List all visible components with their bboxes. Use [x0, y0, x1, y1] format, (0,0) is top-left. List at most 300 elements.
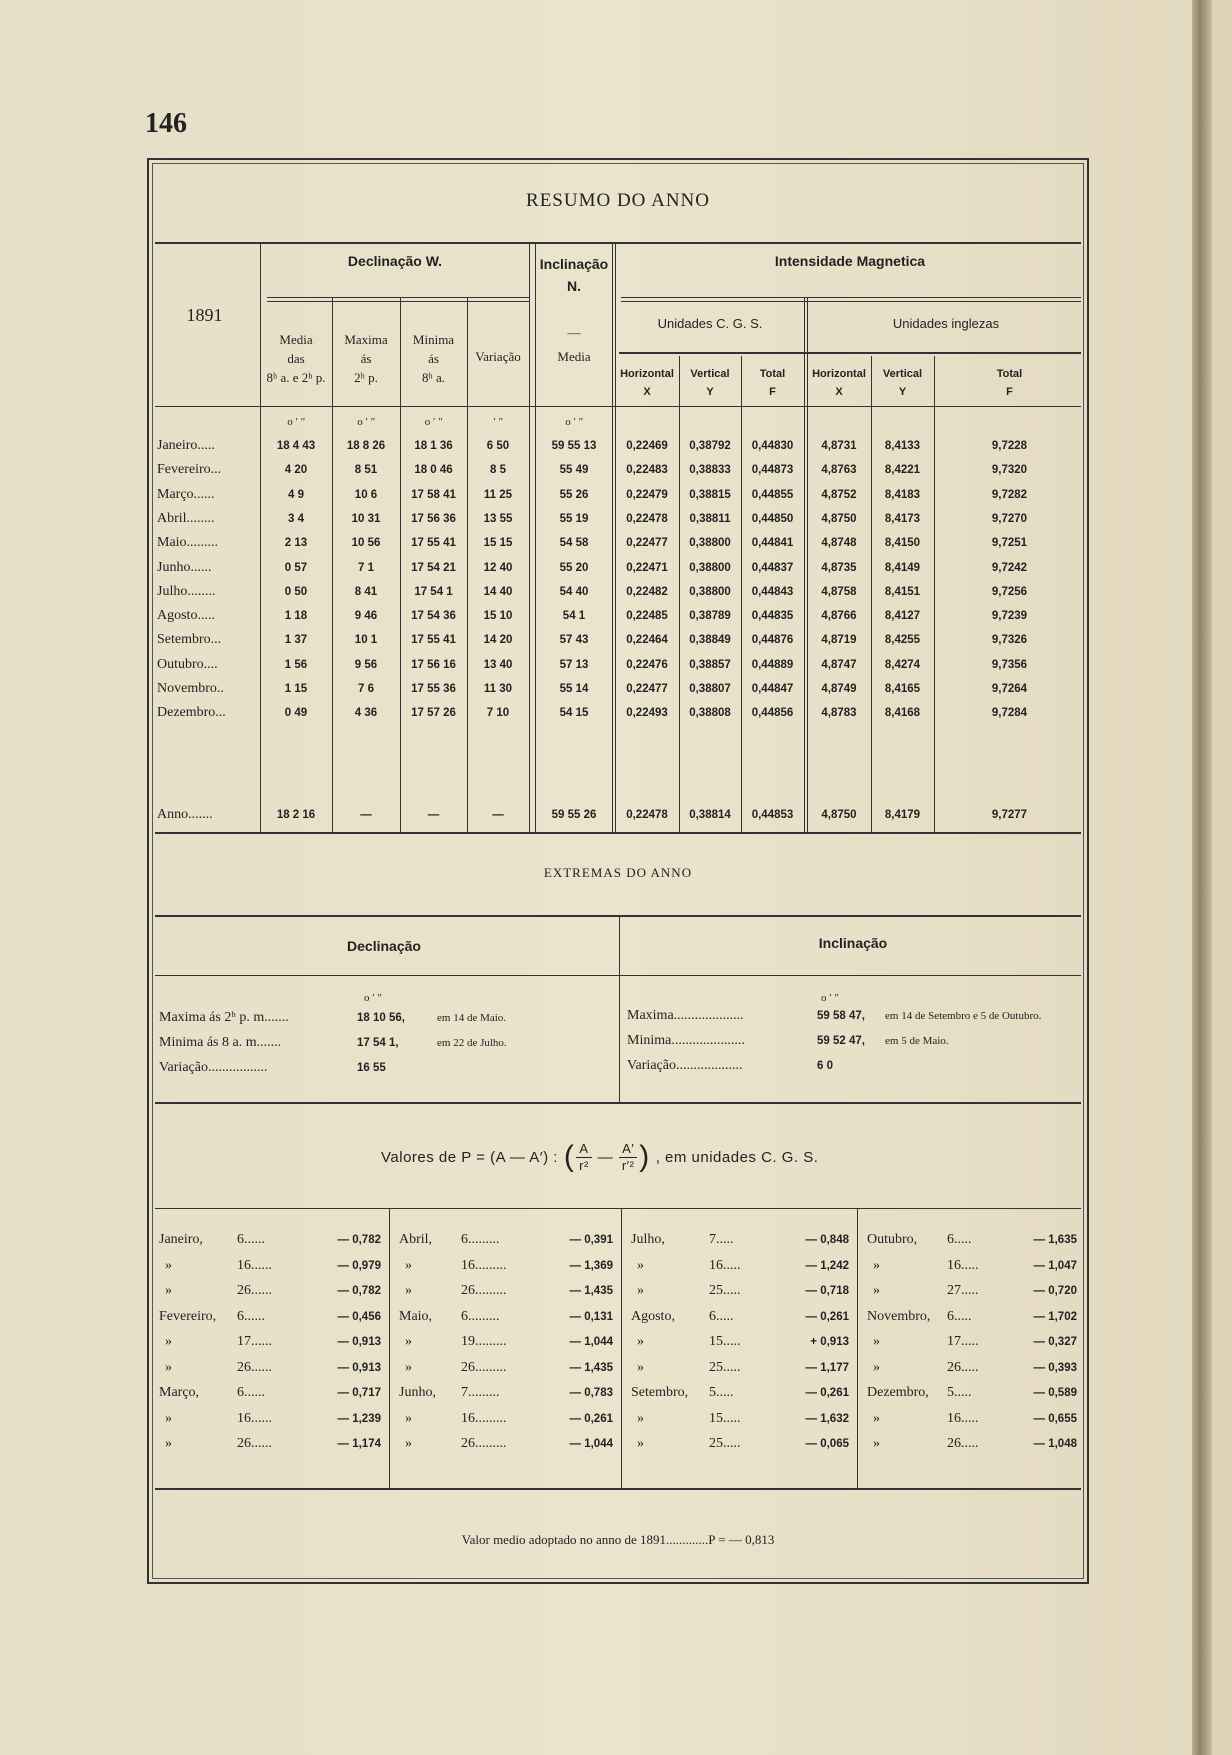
table-row-cell: 17 56 36 [411, 512, 456, 525]
incl-row-value: 59 52 47, [817, 1035, 865, 1047]
valores-day: 26......... [461, 1436, 507, 1451]
valores-day: 5..... [709, 1385, 734, 1400]
valores-value: — 1,435 [569, 1361, 613, 1374]
col-cgs-v: Vertical Y [690, 368, 730, 398]
decl-row-label: Variação................. [159, 1060, 268, 1075]
valores-day: 25..... [709, 1283, 741, 1298]
valores-value: — 1,242 [805, 1259, 849, 1272]
sub-media: Media das 8ʰ a. e 2ʰ p. [266, 332, 326, 385]
table-row-cell: 0 50 [284, 585, 308, 598]
table-row-cell: 55 14 [559, 683, 589, 695]
valores-day: 26..... [947, 1436, 979, 1451]
table-row-cell: 8,4165 [884, 683, 921, 695]
col-ing-v: Vertical Y [882, 368, 923, 398]
valores-value: — 0,131 [569, 1310, 613, 1323]
table-row-cell: 9,7270 [991, 512, 1028, 525]
table-row-cell: 17 56 16 [411, 658, 456, 671]
anno-row-cell: 59 55 26 [551, 809, 597, 821]
valores-month: » [873, 1257, 880, 1273]
sub-minima: Minima ás 8ʰ a. [412, 332, 455, 385]
valores-day: 17..... [947, 1334, 979, 1349]
valores-day: 5..... [947, 1385, 972, 1400]
valores-month: Junho, [399, 1385, 436, 1400]
valores-value: — 0,848 [805, 1234, 849, 1246]
table-row-label: Dezembro... [157, 705, 226, 721]
hdr-media: Media [557, 349, 591, 364]
table-row-label: Outubro.... [157, 656, 218, 672]
col-ing-h: Horizontal X [812, 368, 866, 398]
hdr-incl: Inclinação [818, 935, 888, 951]
valores-day: 6..... [947, 1308, 972, 1324]
valores-month: Maio, [399, 1308, 433, 1324]
valores-month: » [405, 1436, 412, 1451]
valores-value: — 1,435 [569, 1285, 613, 1297]
table-row-cell: 17 57 26 [411, 707, 456, 720]
valores-month: » [165, 1283, 172, 1298]
valores-day: 6...... [237, 1308, 265, 1324]
table-row-cell: 10 31 [351, 512, 381, 525]
table-row-cell: 8,4127 [884, 610, 921, 623]
valores-month: Agosto, [631, 1308, 675, 1324]
table-row-cell: 6 50 [486, 440, 510, 452]
valores-month: Dezembro, [867, 1385, 929, 1400]
valores-month: Março, [159, 1385, 200, 1400]
table-row-cell: 10 1 [354, 634, 378, 647]
table-row-cell: 9,7284 [991, 707, 1028, 720]
table-row-cell: 0,38789 [689, 610, 731, 623]
valores-month: Setembro, [631, 1385, 689, 1400]
table-row-cell: 9,7228 [991, 440, 1028, 452]
valores-value: — 0,913 [337, 1361, 381, 1374]
table-row-cell: 0,22482 [626, 585, 668, 598]
valores-month: Julho, [631, 1232, 665, 1247]
valores-month: » [165, 1359, 172, 1375]
valores-day: 6..... [947, 1232, 972, 1247]
table-row-cell: 8,4150 [884, 537, 921, 550]
table-row-cell: 2 13 [284, 537, 308, 550]
table-row-cell: 0,44889 [751, 658, 794, 671]
valores-month: » [637, 1436, 644, 1451]
valores-month: » [405, 1257, 412, 1273]
table-row-cell: 9,7239 [991, 610, 1028, 623]
table-row-label: Julho........ [157, 583, 216, 599]
table-row-cell: 0,38800 [689, 561, 731, 574]
valores-value: — 1,047 [1033, 1259, 1077, 1272]
table-row-cell: 0,22469 [626, 440, 668, 452]
units-ing: Unidades inglezas [892, 316, 1000, 331]
decl-row-label: Minima ás 8 a. m....... [159, 1035, 282, 1050]
table-row-cell: 0,38833 [689, 464, 731, 477]
table-row-cell: 0,22477 [626, 683, 668, 695]
table-row-cell: 0,22479 [626, 488, 668, 501]
table-row-cell: 4,8748 [821, 537, 857, 550]
table-row-cell: 0,38792 [689, 440, 731, 452]
col-cgs-t: Total F [759, 368, 786, 398]
table-row-cell: 0,22464 [626, 634, 668, 647]
table-row-cell: 54 15 [559, 707, 589, 720]
table-row-cell: 9 56 [354, 658, 378, 671]
anno-row-cell: 0,44853 [751, 809, 794, 821]
valores-day: 16......... [461, 1257, 507, 1273]
anno-row-label: Anno....... [157, 807, 213, 822]
valores-month: Janeiro, [159, 1232, 203, 1247]
valores-day: 25..... [709, 1359, 741, 1375]
valores-month: Outubro, [867, 1232, 918, 1247]
table-row-cell: 4 36 [354, 707, 378, 720]
table-row-cell: 0,38807 [689, 683, 731, 695]
table-row-cell: 0,38800 [689, 585, 731, 598]
table-row-cell: 4,8758 [821, 585, 857, 598]
table-row-cell: 7 10 [486, 707, 510, 720]
table-row-cell: 0,22493 [626, 707, 668, 720]
page-edge [1192, 0, 1212, 1755]
table-row-cell: 0,44843 [751, 585, 794, 598]
table-row-cell: 0,44873 [751, 464, 794, 477]
anno-row-cell: 4,8750 [821, 809, 857, 821]
valores-value: — 0,718 [805, 1285, 849, 1297]
table-row-cell: 8,4133 [884, 440, 921, 452]
table-row-cell: 0,44847 [751, 683, 794, 695]
table-row-label: Abril........ [157, 510, 215, 526]
valores-value: — 0,456 [337, 1310, 381, 1323]
units-cgs: Unidades C. G. S. [657, 316, 763, 331]
valores-day: 16..... [947, 1410, 979, 1426]
table-row-cell: 17 55 41 [411, 537, 456, 550]
table-row-cell: 57 43 [559, 634, 589, 647]
valores-month: » [405, 1410, 412, 1426]
year-label: 1891 [186, 305, 223, 325]
table-row-cell: 0,44841 [751, 537, 794, 550]
table-row-cell: 4,8766 [821, 610, 857, 623]
table-row-cell: 18 1 36 [414, 440, 453, 452]
decl-row-label: Maxima ás 2ʰ p. m....... [159, 1010, 289, 1025]
valores-day: 16...... [237, 1257, 272, 1273]
table-row-cell: 8 5 [490, 464, 506, 477]
valores-value: — 0,717 [337, 1387, 381, 1399]
col-ing-t: Total F [996, 368, 1023, 398]
valores-day: 6......... [461, 1308, 500, 1324]
table-row-cell: 7 6 [358, 683, 374, 695]
table-row-cell: 0,22471 [626, 561, 668, 574]
table-row-cell: 0,44837 [751, 561, 794, 574]
table-row-cell: 9,7256 [991, 585, 1028, 598]
valores-day: 16...... [237, 1410, 272, 1426]
table-row-cell: 57 13 [559, 658, 589, 671]
table-row-cell: 4,8749 [821, 683, 857, 695]
valores-day: 26......... [461, 1283, 507, 1298]
valores-day: 6..... [709, 1308, 734, 1324]
table-row-cell: 4,8763 [821, 464, 857, 477]
valores-day: 26...... [237, 1359, 272, 1375]
hdr-dash: — [567, 325, 581, 340]
valores-value: — 0,913 [337, 1336, 381, 1348]
table-row-cell: 7 1 [358, 561, 374, 574]
table-row-cell: 11 25 [483, 488, 513, 501]
table-row-cell: 12 40 [483, 561, 513, 574]
table-row-cell: 4 20 [284, 464, 308, 477]
table-row-cell: 13 40 [483, 658, 513, 671]
valores-month: » [165, 1257, 172, 1273]
valores-day: 16......... [461, 1410, 507, 1426]
incl-row-label: Minima..................... [627, 1033, 745, 1048]
table-row-cell: 0,44856 [751, 707, 794, 720]
table-row-label: Janeiro..... [157, 438, 215, 453]
table-row-cell: 55 26 [559, 488, 589, 501]
valores-value: — 1,044 [569, 1438, 613, 1450]
table-row-cell: 0 57 [284, 561, 308, 574]
table-row-cell: 8,4221 [884, 464, 921, 477]
table-row-cell: 54 1 [562, 610, 586, 623]
valores-day: 6......... [461, 1232, 500, 1247]
table-row-cell: 15 15 [483, 537, 513, 550]
table-row-cell: 1 15 [284, 683, 308, 695]
table-row-cell: 17 55 36 [411, 683, 456, 695]
table-row-cell: 8,4168 [884, 707, 921, 720]
anno-row-cell: 0,22478 [626, 809, 668, 821]
sub-variacao: Variação [475, 349, 521, 364]
valores-month: » [873, 1436, 880, 1451]
hdr-inclinacao: Inclinação N. [539, 256, 609, 294]
anno-row-cell: 9,7277 [991, 809, 1028, 821]
valores-month: Novembro, [867, 1308, 931, 1324]
valores-month: » [405, 1334, 412, 1349]
valores-day: 6...... [237, 1232, 265, 1247]
table-row-cell: 18 8 26 [346, 440, 386, 452]
table-row-cell: 13 55 [483, 512, 513, 525]
table-row-cell: 0,44835 [751, 610, 794, 623]
valores-day: 26...... [237, 1283, 272, 1298]
valores-month: » [873, 1334, 880, 1349]
anno-row-cell: — [492, 809, 504, 821]
table-row-cell: 0,38800 [689, 537, 731, 550]
table-row-cell: 14 20 [483, 634, 513, 647]
table-row-cell: 4,8731 [821, 440, 857, 452]
table-row-cell: 8 41 [354, 585, 378, 598]
sub-maxima: Maxima ás 2ʰ p. [344, 332, 388, 385]
anno-row-cell: 18 2 16 [276, 809, 316, 821]
valores-value: — 0,720 [1033, 1285, 1077, 1297]
decl-row-note: em 22 de Julho. [437, 1037, 507, 1049]
valores-value: — 1,174 [337, 1438, 381, 1450]
table-row-cell: 3 4 [288, 512, 304, 525]
incl-row-value: 6 0 [817, 1060, 833, 1072]
table-row-cell: 4,8783 [821, 707, 857, 720]
page-number: 146 [145, 108, 187, 139]
table-row-cell: 0,38857 [689, 658, 731, 671]
table-row-cell: 15 10 [483, 610, 513, 623]
table-row-cell: 0,38815 [689, 488, 731, 501]
table-row-cell: 17 54 21 [411, 561, 456, 574]
table-row-cell: 4,8735 [821, 561, 857, 574]
hdr-declinacao: Declinação W. [347, 253, 443, 269]
valores-month: » [637, 1334, 644, 1349]
valores-month: » [165, 1436, 172, 1451]
valores-value: — 1,635 [1033, 1234, 1077, 1246]
valores-formula: Valores de P = (A — A′) : ( A r² — A′ r′² ) , em unidades C. G. S. [381, 1140, 819, 1173]
valores-value: — 1,048 [1033, 1438, 1077, 1450]
table-row-label: Junho...... [157, 559, 212, 575]
valores-value: — 1,369 [569, 1259, 613, 1272]
table-row-cell: 8,4149 [884, 561, 921, 574]
incl-row-note: em 5 de Maio. [885, 1035, 949, 1047]
valores-value: — 0,391 [569, 1234, 613, 1246]
table-row-label: Maio......... [157, 535, 219, 551]
valores-value: — 0,589 [1033, 1387, 1077, 1399]
table-row-cell: 14 40 [483, 585, 513, 598]
table-row-cell: 17 58 41 [411, 488, 456, 501]
extremas-title: EXTREMAS DO ANNO [543, 865, 693, 880]
table-row-cell: 1 18 [284, 610, 308, 623]
incl-row-note: em 14 de Setembro e 5 de Outubro. [885, 1010, 1042, 1022]
table-row-cell: 0 49 [284, 707, 308, 720]
decl-row-value: 17 54 1, [357, 1037, 399, 1049]
table-row-cell: 9,7326 [991, 634, 1028, 647]
table-row-cell: 9,7282 [991, 488, 1028, 501]
table-row-label: Novembro.. [157, 681, 224, 696]
table-row-cell: 0,38849 [689, 634, 731, 647]
table-row-cell: 54 58 [559, 537, 589, 550]
table-row-cell: 11 30 [483, 683, 513, 695]
table-row-label: Fevereiro... [157, 462, 222, 478]
table-row-cell: 8,4151 [884, 585, 921, 598]
table-row-cell: 10 56 [351, 537, 381, 550]
valores-value: — 1,239 [337, 1412, 381, 1425]
valores-value: — 0,393 [1033, 1361, 1077, 1374]
table-row-cell: 9,7242 [991, 561, 1028, 574]
table-row-cell: 18 4 43 [276, 440, 316, 452]
valores-month: » [873, 1410, 880, 1426]
valores-value: + 0,913 [810, 1336, 849, 1348]
anno-row-cell: 0,38814 [689, 809, 731, 821]
valores-value: — 0,782 [337, 1285, 381, 1297]
table-row-cell: 8,4255 [884, 634, 921, 647]
resumo-title: RESUMO DO ANNO [526, 190, 710, 211]
table-row-cell: 0,22478 [626, 512, 668, 525]
valores-value: — 0,979 [337, 1259, 381, 1272]
table-row-cell: 1 56 [284, 658, 308, 671]
valores-day: 7..... [709, 1232, 734, 1247]
valores-month: » [637, 1257, 644, 1273]
table-row-cell: 10 6 [354, 488, 378, 501]
table-row-cell: 4,8752 [821, 488, 857, 501]
table-row-cell: 0,44855 [751, 488, 794, 501]
table-row-cell: 0,22476 [626, 658, 668, 671]
table-row-cell: 17 55 41 [411, 634, 456, 647]
table-row-cell: 55 19 [559, 512, 589, 525]
valores-month: » [637, 1359, 644, 1375]
table-row-cell: 17 54 1 [414, 585, 453, 598]
valores-value: — 0,261 [805, 1310, 849, 1323]
valores-day: 26..... [947, 1359, 979, 1375]
valores-day: 26......... [461, 1359, 507, 1375]
valores-month: Fevereiro, [159, 1308, 217, 1324]
valores-value: — 1,632 [805, 1412, 849, 1425]
table-row-cell: 8,4173 [884, 512, 921, 525]
table-row-cell: 9,7251 [991, 537, 1028, 550]
valores-value: — 1,702 [1033, 1310, 1077, 1323]
table-row-cell: 9,7356 [991, 658, 1028, 671]
valores-value: — 0,782 [337, 1234, 381, 1246]
incl-row-value: 59 58 47, [817, 1010, 865, 1022]
valores-value: — 0,261 [569, 1412, 613, 1425]
valores-day: 16..... [947, 1257, 979, 1273]
table-row-cell: 59 55 13 [551, 440, 597, 452]
table-row-cell: 0,22485 [626, 610, 668, 623]
table-row-cell: 0,44830 [751, 440, 794, 452]
table-row-cell: 17 54 36 [411, 610, 456, 623]
table-row-cell: 54 40 [559, 585, 589, 598]
table-row-cell: 9,7320 [991, 464, 1028, 477]
valores-month: » [637, 1283, 644, 1298]
valores-month: » [873, 1359, 880, 1375]
valores-day: 16..... [709, 1257, 741, 1273]
valores-value: — 0,327 [1033, 1336, 1077, 1348]
valores-value: — 0,261 [805, 1387, 849, 1399]
hdr-intensidade: Intensidade Magnetica [774, 253, 926, 269]
valores-month: » [165, 1334, 172, 1349]
valores-month: » [405, 1283, 412, 1298]
table-row-label: Setembro... [157, 632, 222, 648]
table-row-cell: 0,38808 [689, 707, 731, 720]
table-row-cell: 8,4274 [884, 658, 921, 671]
table-row-cell: 8 51 [354, 464, 378, 477]
table-row-label: Março...... [157, 486, 215, 502]
table-row-cell: 4,8750 [821, 512, 857, 525]
anno-row-cell: — [360, 809, 372, 821]
decl-row-note: em 14 de Maio. [437, 1012, 507, 1024]
valores-day: 25..... [709, 1436, 741, 1451]
valores-day: 15..... [709, 1334, 741, 1349]
valores-day: 6...... [237, 1385, 265, 1400]
table-row-cell: 0,44876 [751, 634, 794, 647]
valores-month: Abril, [399, 1232, 433, 1247]
table-row-cell: 55 20 [559, 561, 589, 574]
table-row-cell: 55 49 [559, 464, 589, 477]
table-row-cell: 4 9 [288, 488, 304, 501]
decl-row-value: 16 55 [357, 1062, 386, 1074]
col-cgs-h: Horizontal X [620, 368, 674, 398]
table-row-cell: 0,22483 [626, 464, 668, 477]
valores-value: — 1,044 [569, 1336, 613, 1348]
valores-day: 17...... [237, 1334, 272, 1349]
table-row-cell: 0,22477 [626, 537, 668, 550]
valores-day: 19......... [461, 1334, 507, 1349]
valores-month: » [637, 1410, 644, 1426]
valores-month: » [165, 1410, 172, 1426]
anno-row-cell: 8,4179 [884, 809, 921, 821]
table-row-cell: 18 0 46 [414, 464, 453, 477]
valores-day: 27..... [947, 1283, 979, 1298]
valores-month: » [873, 1283, 880, 1298]
valores-day: 7......... [461, 1385, 500, 1400]
table-row-cell: 0,44850 [751, 512, 794, 525]
table-row-cell: 8,4183 [884, 488, 921, 501]
hdr-decl: Declinação [347, 938, 421, 954]
decl-row-value: 18 10 56, [357, 1012, 405, 1024]
valores-value: — 0,783 [569, 1387, 613, 1399]
valores-day: 15..... [709, 1410, 741, 1426]
table-row-label: Agosto..... [157, 608, 215, 624]
table-row-cell: 9 46 [354, 610, 378, 623]
valores-value: — 0,065 [805, 1438, 849, 1450]
valores-month: » [405, 1359, 412, 1375]
valores-day: 26...... [237, 1436, 272, 1451]
table-row-cell: 0,38811 [689, 512, 731, 525]
valores-value: — 0,655 [1033, 1412, 1077, 1425]
table-row-cell: 9,7264 [991, 683, 1028, 695]
table-row-cell: 4,8747 [821, 658, 857, 671]
table-row-cell: 4,8719 [821, 634, 857, 647]
